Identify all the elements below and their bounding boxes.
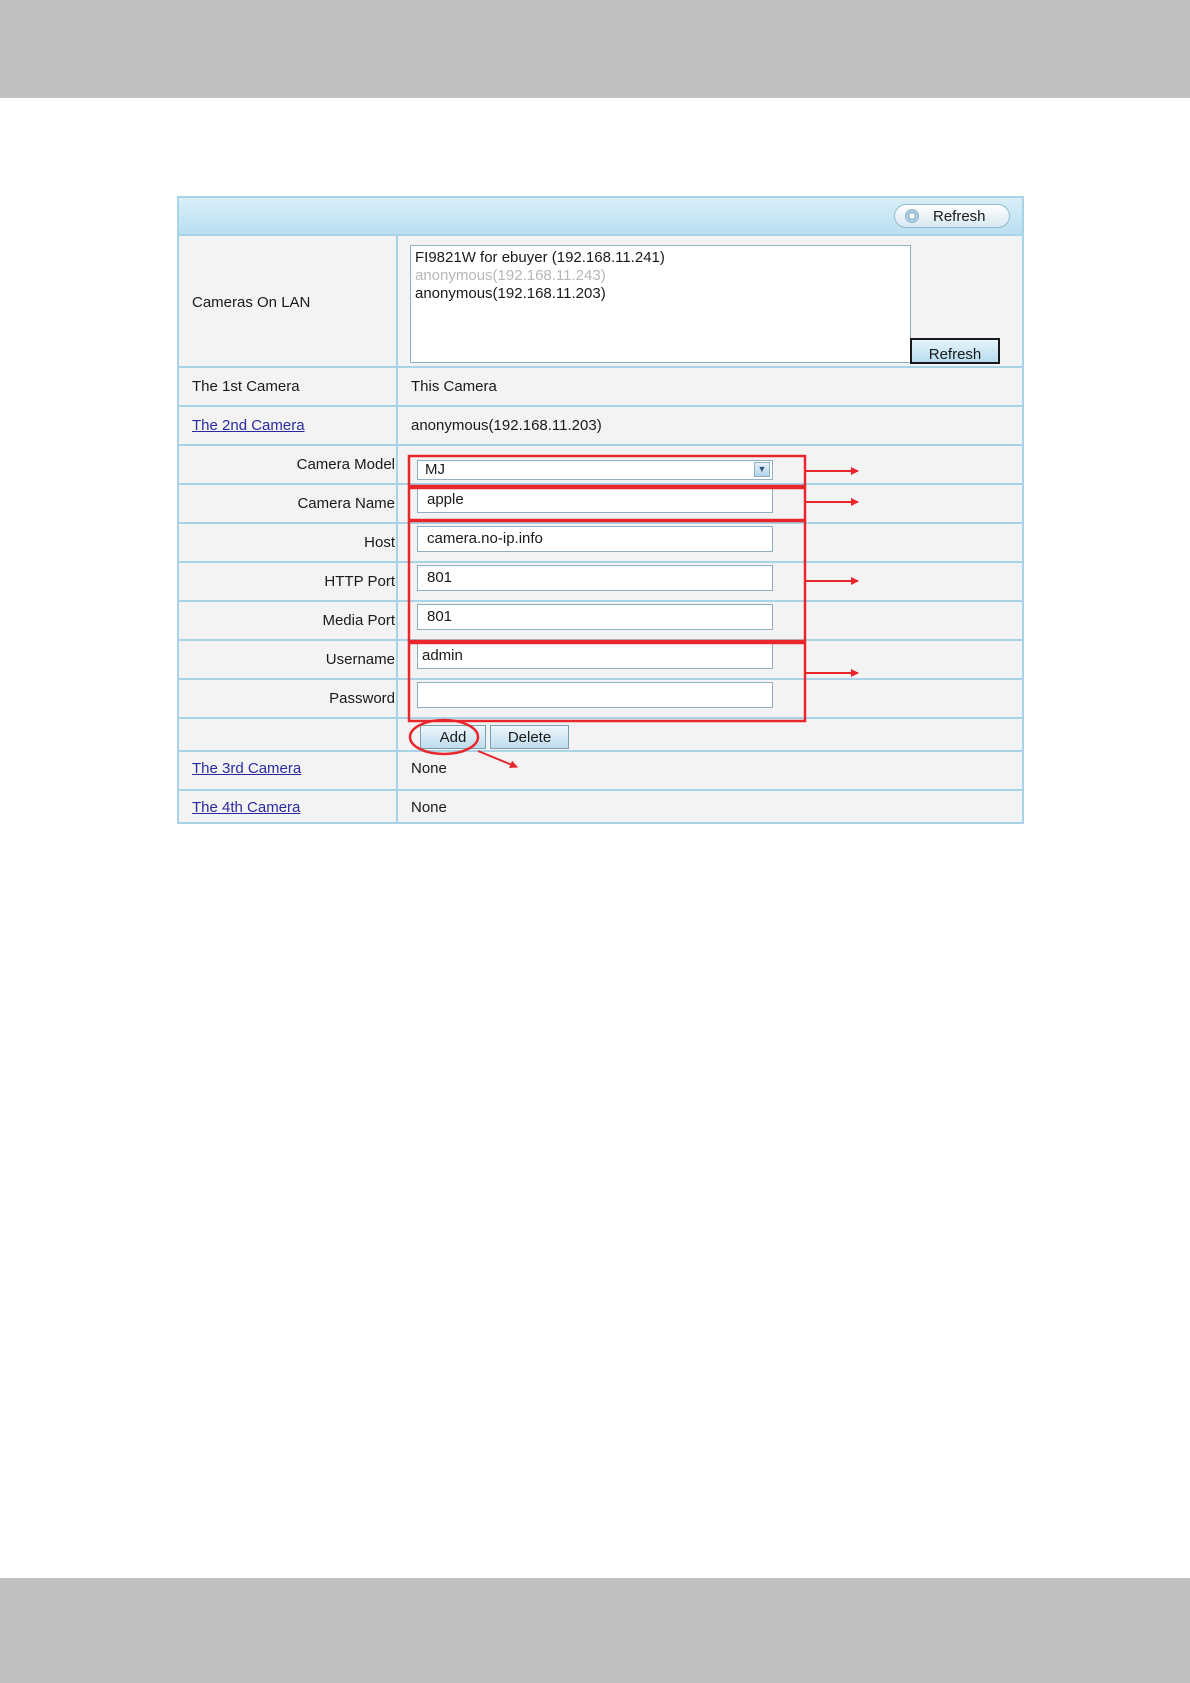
chevron-down-icon[interactable]: ▼ bbox=[754, 462, 770, 477]
second-camera-value: anonymous(192.168.11.203) bbox=[411, 417, 602, 434]
username-input[interactable]: admin bbox=[417, 643, 773, 669]
http-port-input[interactable]: 801 bbox=[417, 565, 773, 591]
camera-name-label: Camera Name bbox=[297, 495, 395, 512]
row-divider bbox=[179, 522, 1022, 524]
row-divider bbox=[179, 561, 1022, 563]
row-divider bbox=[179, 750, 1022, 752]
row-divider bbox=[179, 600, 1022, 602]
username-label: Username bbox=[325, 651, 395, 668]
row-divider bbox=[179, 405, 1022, 407]
refresh-icon bbox=[905, 209, 919, 223]
row-divider bbox=[179, 717, 1022, 719]
lan-camera-item[interactable]: anonymous(192.168.11.203) bbox=[415, 285, 606, 302]
fourth-camera-link[interactable]: The 4th Camera bbox=[192, 799, 301, 816]
refresh-button-label: Refresh bbox=[933, 207, 986, 225]
http-port-label: HTTP Port bbox=[324, 573, 395, 590]
media-port-input[interactable]: 801 bbox=[417, 604, 773, 630]
panel-header bbox=[179, 198, 1022, 236]
page-bottom-band bbox=[0, 1578, 1190, 1683]
cameras-on-lan-list[interactable] bbox=[410, 245, 911, 363]
first-camera-label: The 1st Camera bbox=[192, 378, 300, 395]
lan-camera-item[interactable]: FI9821W for ebuyer (192.168.11.241) bbox=[415, 249, 665, 266]
refresh-button[interactable] bbox=[894, 204, 1010, 228]
third-camera-link[interactable]: The 3rd Camera bbox=[192, 760, 302, 777]
lan-camera-item[interactable]: anonymous(192.168.11.243) bbox=[415, 267, 606, 284]
camera-model-select[interactable] bbox=[417, 460, 773, 480]
multi-device-panel bbox=[177, 196, 1024, 824]
host-label: Host bbox=[364, 534, 395, 551]
camera-name-input[interactable]: apple bbox=[417, 487, 773, 513]
media-port-label: Media Port bbox=[322, 612, 395, 629]
cameras-on-lan-label: Cameras On LAN bbox=[192, 294, 311, 311]
row-divider bbox=[179, 639, 1022, 641]
third-camera-value: None bbox=[411, 760, 447, 777]
column-divider bbox=[396, 236, 398, 824]
row-divider bbox=[179, 678, 1022, 680]
fourth-camera-value: None bbox=[411, 799, 447, 816]
row-divider bbox=[179, 366, 1022, 368]
password-label: Password bbox=[329, 690, 395, 707]
row-divider bbox=[179, 444, 1022, 446]
password-input[interactable] bbox=[417, 682, 773, 708]
page-top-band bbox=[0, 0, 1190, 98]
host-input[interactable]: camera.no-ip.info bbox=[417, 526, 773, 552]
row-divider bbox=[179, 483, 1022, 485]
camera-model-label: Camera Model bbox=[296, 456, 395, 473]
lan-refresh-button[interactable]: Refresh bbox=[910, 338, 1000, 364]
delete-button[interactable]: Delete bbox=[490, 725, 569, 749]
row-divider bbox=[179, 789, 1022, 791]
second-camera-link[interactable]: The 2nd Camera bbox=[192, 417, 305, 434]
first-camera-value: This Camera bbox=[411, 378, 497, 395]
add-button[interactable]: Add bbox=[420, 725, 486, 749]
camera-model-value: MJ bbox=[425, 461, 445, 478]
